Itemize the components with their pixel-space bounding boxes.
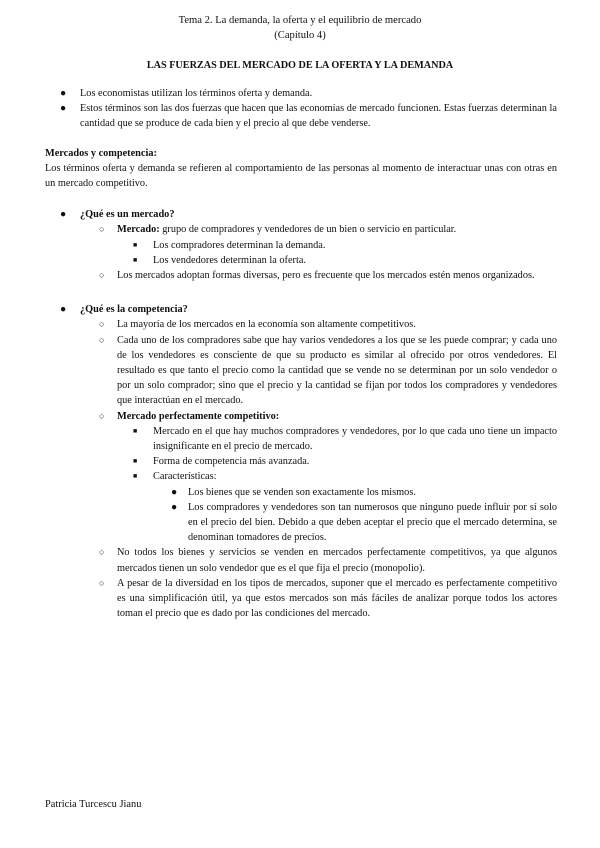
circle-bullet-icon: ○ (99, 270, 105, 281)
square-bullet-icon: ■ (133, 472, 138, 481)
circle-bullet-icon: ○ (99, 547, 105, 558)
list-item: ○ No todos los bienes y servicios se venden en mercados perfectamente competitivos, ya que algunos mercados tienen un solo vendedor que es el que fija el precio (monopolio). (99, 547, 557, 574)
bullet-icon: ● (171, 501, 178, 513)
list-item: ■ Características: (45, 469, 557, 484)
list-item: ■ Mercado en el que hay muchos compradores y vendedores, por lo que cada uno tiene un impacto insignificante en el precio de mercado. (133, 425, 557, 453)
market-list (45, 207, 557, 283)
circle-bullet-icon: ○ (99, 577, 105, 588)
section-heading: Mercados y competencia: (45, 147, 157, 159)
circle-bullet-icon: ○ (99, 319, 105, 330)
circle-bullet-icon: ○ (99, 334, 105, 345)
list-item: ○ La mayoría de los mercados en la economía son altamente competitivos. (45, 317, 557, 332)
header-topic: Tema 2. La demanda, la oferta y el equilibrio de mercado (178, 15, 422, 26)
list-item: ● Los economistas utilizan los términos oferta y demanda. (45, 86, 557, 101)
page-title: LAS FUERZAS DEL MERCADO DE LA OFERTA Y LA DEMANDA (146, 60, 454, 71)
circle-bullet-icon: ○ (99, 224, 105, 235)
list-item: ● Estos términos son las dos fuerzas que hacen que las economías de mercado funcionen. Estas fuerzas determinan la cantidad que se produce de cada bien y el precio al que debe venderse. (60, 103, 557, 130)
list-item: ○ Mercado perfectamente competitivo: (45, 409, 557, 424)
circle-bullet-icon: ○ (99, 410, 105, 421)
square-bullet-icon: ■ (133, 240, 138, 249)
question-market: ● ¿Qué es un mercado? (45, 207, 557, 222)
competition-list (45, 302, 557, 621)
list-item: ● Los bienes que se venden son exactamente los mismos. (45, 485, 557, 500)
page-footer-author: Patricia Turcescu Jianu (45, 799, 142, 810)
list-item: ○ Cada uno de los compradores sabe que hay varios vendedores a los que se les puede comprar; y cada uno de los vendedores es consciente de que su producto es similar al ofrecido por otros vendedores. El resultado es que tanto el precio como la cantidad que se vende no se determinan por un solo vendedor o por un solo comprador; sino que el precio y la cantidad se fijan por todos los compradores y vendedores que interactúan en el mercado. (99, 334, 557, 407)
list-item: ○ A pesar de la diversidad en los tipos de mercados, suponer que el mercado es perfectamente competitivo es una simplificación útil, ya que estos mercados son más fáciles de analizar porque todos los actores toman el precio que es dado por las condiciones del mercado. (99, 577, 557, 620)
list-item: ■ Los vendedores determinan la oferta. (45, 253, 557, 268)
list-item: ○ Los mercados adoptan formas diversas, pero es frecuente que los mercados estén menos organizados. (45, 268, 557, 283)
list-item: ■ Los compradores determinan la demanda. (45, 238, 557, 253)
bullet-icon: ● (171, 486, 178, 498)
intro-list (45, 86, 557, 132)
list-item: ■ Forma de competencia más avanzada. (45, 454, 557, 469)
bullet-icon: ● (60, 304, 67, 316)
header-chapter: (Capítulo 4) (274, 30, 326, 41)
bullet-icon: ● (60, 209, 67, 221)
bullet-icon: ● (60, 103, 67, 115)
list-item: ○ Mercado: grupo de compradores y vendedores de un bien o servicio en particular. (45, 222, 557, 237)
square-bullet-icon: ■ (133, 255, 138, 264)
section-paragraph: Los términos oferta y demanda se refieren al comportamiento de las personas al momento de interactuar unas con otras en un mercado competitivo. (45, 162, 557, 190)
document-body (45, 86, 557, 622)
page-header (0, 13, 600, 43)
square-bullet-icon: ■ (133, 457, 138, 466)
bullet-icon: ● (60, 88, 67, 99)
square-bullet-icon: ■ (133, 426, 138, 435)
list-item: ● Los compradores y vendedores son tan numerosos que ninguno puede influir por sí solo en el precio del bien. Debido a que deben aceptar el precio que el mercado determina, se denominan tomadores de precios. (171, 501, 557, 544)
question-competition: ● ¿Qué es la competencia? (45, 302, 557, 317)
